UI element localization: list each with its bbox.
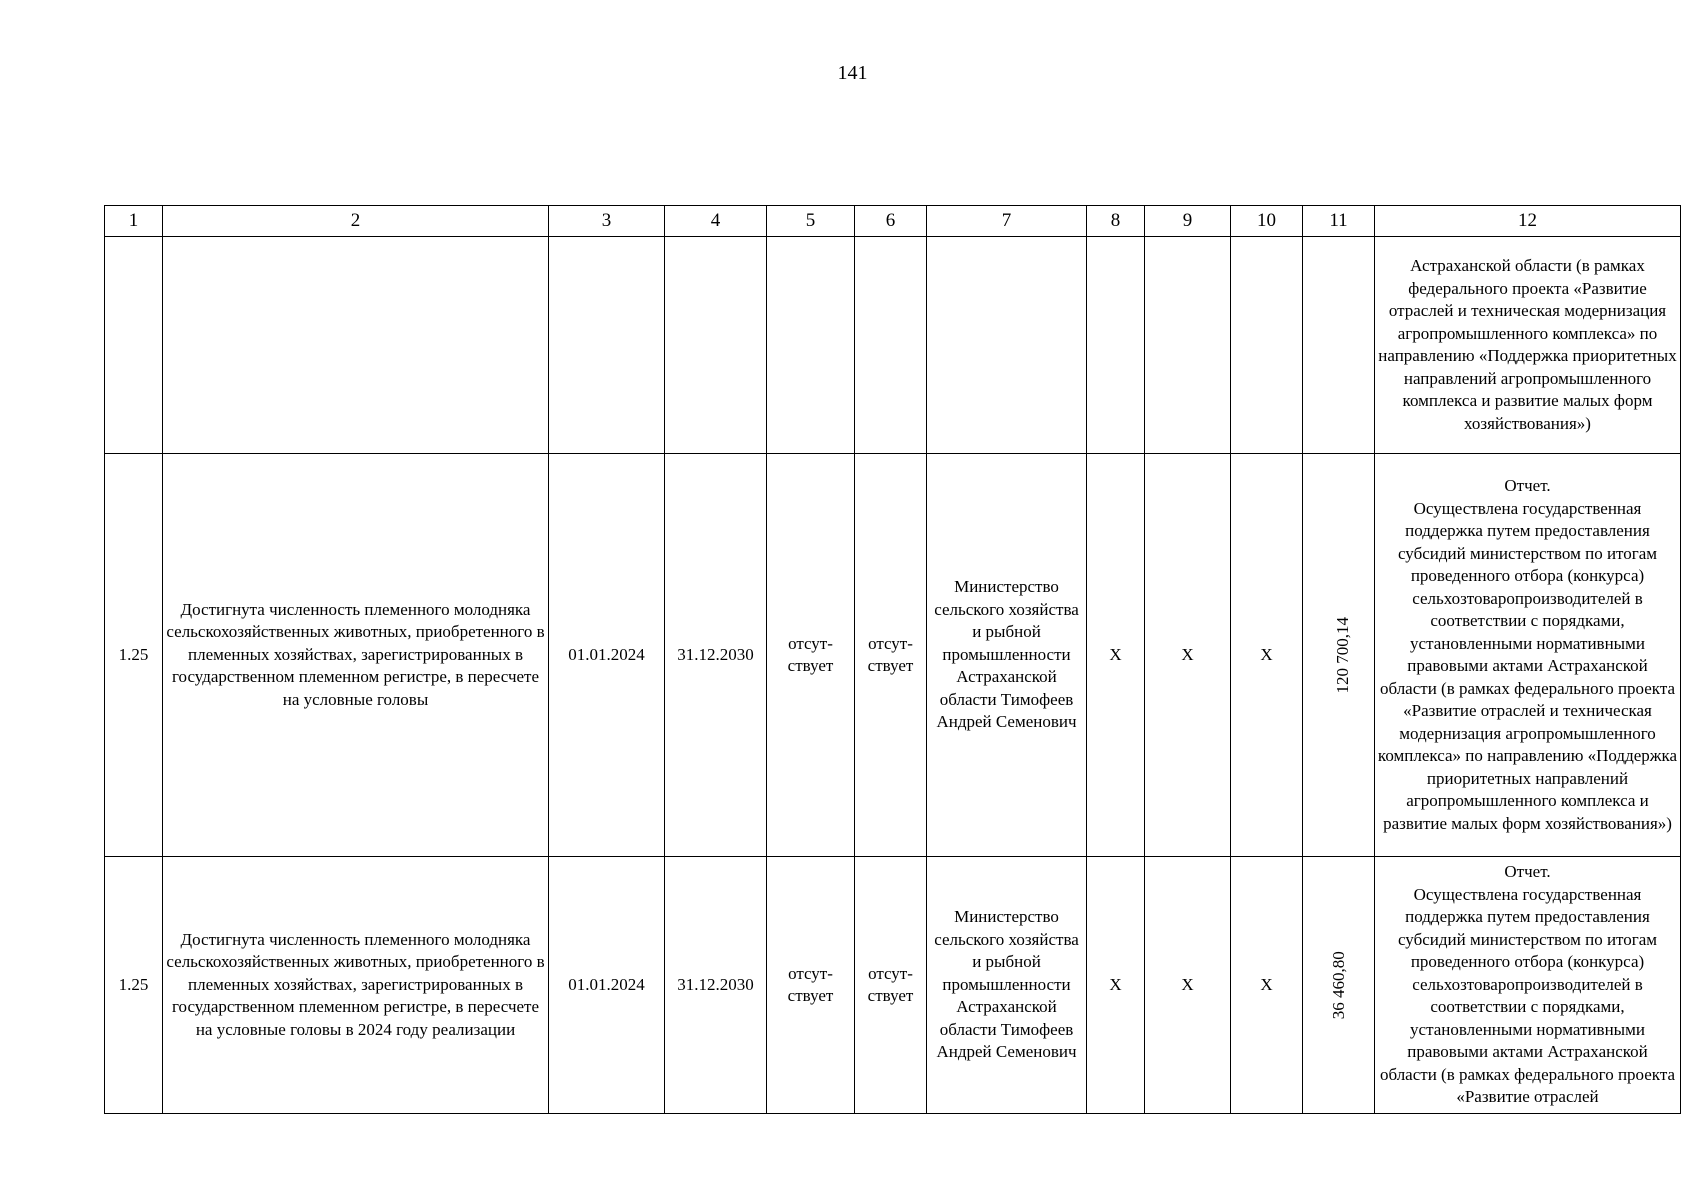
cell-empty [163,237,549,454]
result-description: Осуществлена государственная поддержка путем предоставления субсидий министерством по итогам проведенного отбора (конкурса) сельхозтоваропроизводителей в соответствии с порядками, установленными нормативными правовыми актами Астраханской области (в рамках федерального проекта «Развитие отраслей [1379,884,1676,1107]
header-cell-5: 5 [767,206,855,237]
mark-x-9: X [1145,454,1231,857]
cell-empty [927,237,1087,454]
amount-value: 120 700,14 [1333,616,1352,694]
result-title: Отчет. [1504,862,1551,882]
value-absent-6: отсут-ствует [855,454,927,857]
header-cell-2: 2 [163,206,549,237]
cell-empty [1231,237,1303,454]
value-absent-6: отсут-ствует [855,857,927,1114]
header-cell-10: 10 [1231,206,1303,237]
cell-empty [767,237,855,454]
header-cell-9: 9 [1145,206,1231,237]
cell-empty [1087,237,1145,454]
row-number: 1.25 [105,857,163,1114]
indicator-name: Достигнута численность племенного молодняка сельскохозяйственных животных, приобретенного в племенных хозяйствах, зарегистрированных в государственном племенном регистре, в пересчете на условные головы в 2024 году реализации [163,857,549,1114]
cell-empty [1145,237,1231,454]
mark-x-8: X [1087,857,1145,1114]
header-cell-1: 1 [105,206,163,237]
header-cell-11: 11 [1303,206,1375,237]
cell-empty [549,237,665,454]
end-date: 31.12.2030 [665,857,767,1114]
cell-empty [105,237,163,454]
amount-cell [1303,454,1375,857]
value-absent-5: отсут-ствует [767,857,855,1114]
cell-empty [665,237,767,454]
cell-empty [1303,237,1375,454]
header-cell-3: 3 [549,206,665,237]
mark-x-10: X [1231,857,1303,1114]
cell-empty [855,237,927,454]
header-cell-12: 12 [1375,206,1681,237]
table-header-row [105,206,1681,237]
row-number: 1.25 [105,454,163,857]
mark-x-9: X [1145,857,1231,1114]
indicator-name: Достигнута численность племенного молодняка сельскохозяйственных животных, приобретенного в племенных хозяйствах, зарегистрированных в государственном племенном регистре, в пересчете на условные головы [163,454,549,857]
page-number: 141 [837,62,868,84]
responsible-executor: Министерство сельского хозяйства и рыбной промышленности Астраханской области Тимофеев Андрей Семенович [927,857,1087,1114]
header-cell-4: 4 [665,206,767,237]
report-table [104,205,1681,1114]
start-date: 01.01.2024 [549,454,665,857]
header-cell-8: 8 [1087,206,1145,237]
amount-value: 36 460,80 [1328,951,1348,1019]
result-cell [1375,857,1681,1114]
mark-x-10: X [1231,454,1303,857]
result-description: Астраханской области (в рамках федерального проекта «Развитие отраслей и техническая модернизация агропромышленного комплекса» по направлению «Поддержка приоритетных направлений агропромышленного комплекса и развитие малых форм хозяйствования») [1375,237,1681,454]
result-description: Осуществлена государственная поддержка путем предоставления субсидий министерством по итогам проведенного отбора (конкурса) сельхозтоваропроизводителей в соответствии с порядками, установленными нормативными правовыми актами Астраханской области (в рамках федерального проекта «Развитие отраслей и техническая модернизация агропромышленного комплекса» по направлению «Поддержка приоритетных направлений агропромышленного комплекса и развитие малых форм хозяйствования») [1377,498,1678,833]
header-cell-7: 7 [927,206,1087,237]
result-cell [1375,454,1681,857]
table-row [105,454,1681,857]
result-title: Отчет. [1504,476,1551,495]
mark-x-8: X [1087,454,1145,857]
value-absent-5: отсут-ствует [767,454,855,857]
header-cell-6: 6 [855,206,927,237]
amount-cell [1303,857,1375,1114]
table-row [105,857,1681,1114]
end-date: 31.12.2030 [665,454,767,857]
table-row-continuation [105,237,1681,454]
responsible-executor: Министерство сельского хозяйства и рыбной промышленности Астраханской области Тимофеев Андрей Семенович [927,454,1087,857]
start-date: 01.01.2024 [549,857,665,1114]
